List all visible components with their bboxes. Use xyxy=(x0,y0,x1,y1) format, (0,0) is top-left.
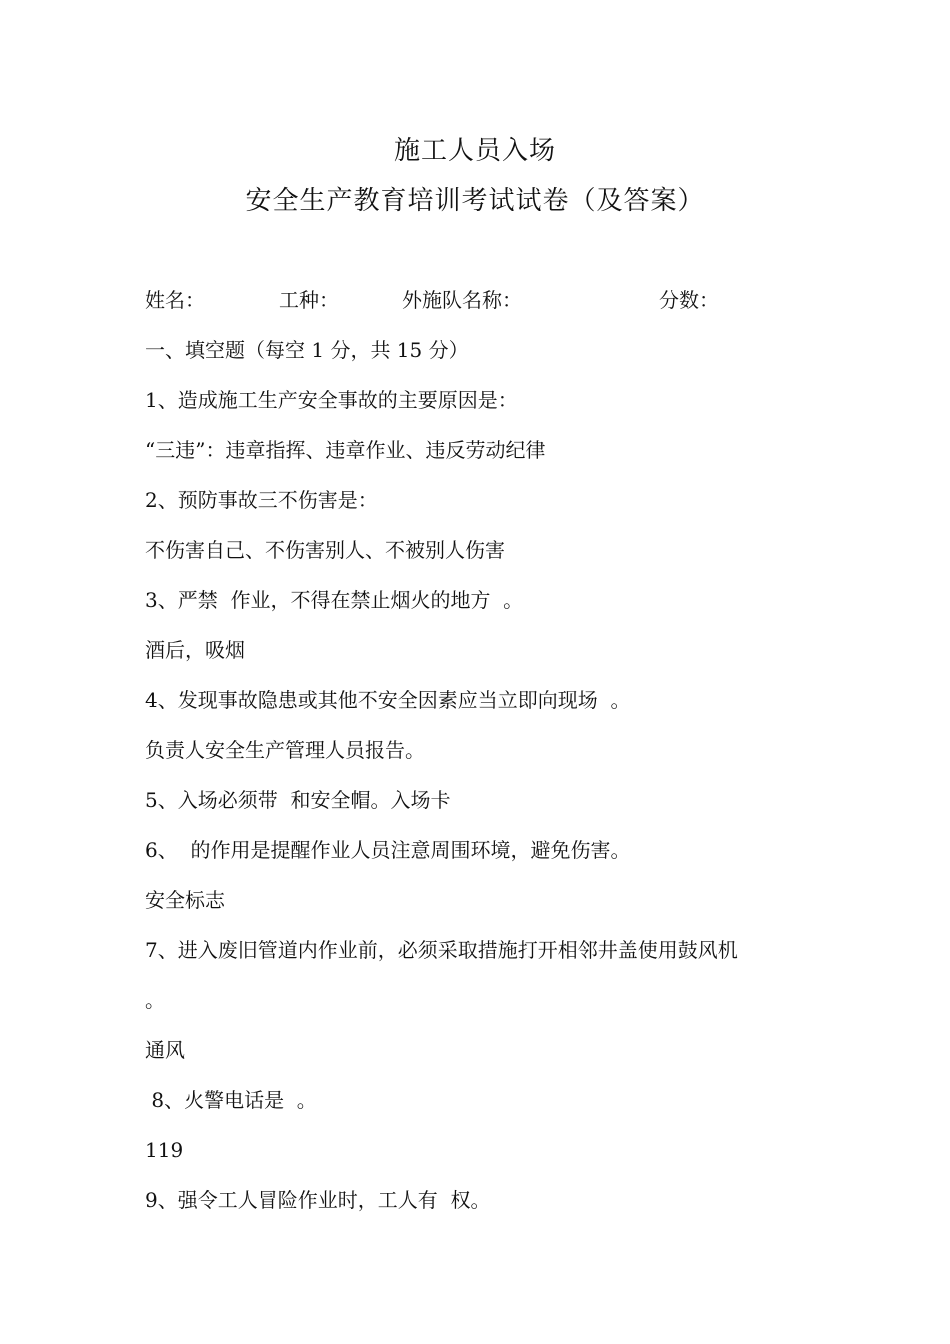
question-8: 8、火警电话是 。 xyxy=(145,1088,317,1112)
section-heading: 一、填空题（每空 1 分，共 15 分） xyxy=(145,338,469,362)
score-field-label: 分数： xyxy=(659,288,719,312)
answer-3: 酒后，吸烟 xyxy=(145,638,245,662)
question-4: 4、发现事故隐患或其他不安全因素应当立即向现场 。 xyxy=(145,688,631,712)
answer-1: “三违”：违章指挥、违章作业、违反劳动纪律 xyxy=(145,438,546,462)
answer-6: 安全标志 xyxy=(145,888,225,912)
title-line-1: 施工人员入场 xyxy=(393,136,556,166)
trade-field-label: 工种： xyxy=(279,288,339,312)
question-1: 1、造成施工生产安全事故的主要原因是： xyxy=(145,388,518,412)
answer-4: 负责人安全生产管理人员报告。 xyxy=(145,738,425,762)
question-5: 5、入场必须带 和安全帽。入场卡 xyxy=(145,788,451,812)
answer-2: 不伤害自己、不伤害别人、不被别人伤害 xyxy=(145,538,505,562)
team-field-label: 外施队名称： xyxy=(402,288,522,312)
answer-8: 119 xyxy=(145,1138,184,1162)
question-2: 2、预防事故三不伤害是： xyxy=(145,488,378,512)
question-6: 6、 的作用是提醒作业人员注意周围环境，避免伤害。 xyxy=(145,838,631,862)
name-field-label: 姓名： xyxy=(145,288,205,312)
title-line-2: 安全生产教育培训考试试卷（及答案） xyxy=(245,186,705,216)
question-7-end: 。 xyxy=(145,988,165,1012)
question-9: 9、强令工人冒险作业时，工人有 权。 xyxy=(145,1188,491,1212)
question-3: 3、严禁 作业，不得在禁止烟火的地方 。 xyxy=(145,588,524,612)
answer-7: 通风 xyxy=(145,1038,185,1062)
question-7: 7、进入废旧管道内作业前，必须采取措施打开相邻井盖使用鼓风机 xyxy=(145,938,738,962)
